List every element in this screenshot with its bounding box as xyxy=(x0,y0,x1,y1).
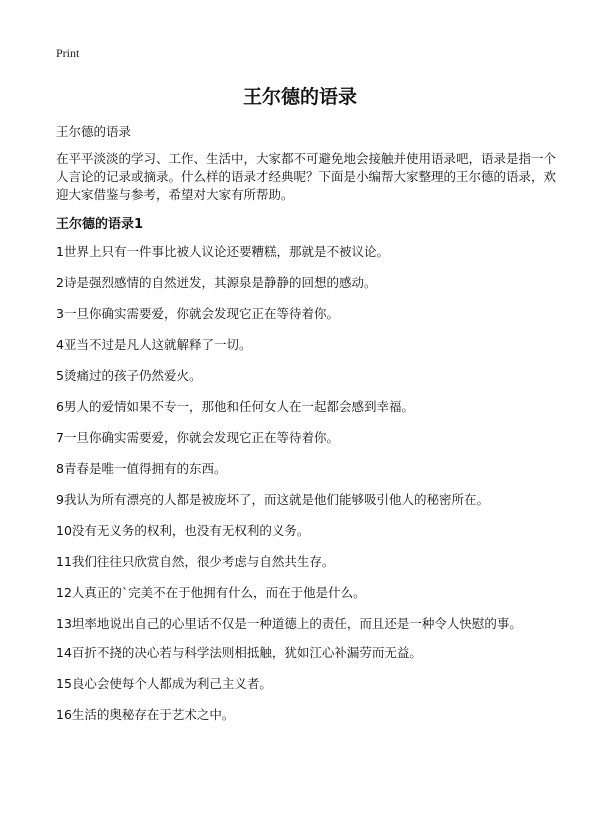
quote-item: 3一旦你确实需要爱，你就会发现它正在等待着你。 xyxy=(56,306,339,321)
quote-item: 2诗是强烈感情的自然迸发，其源泉是静静的回想的感动。 xyxy=(56,275,377,290)
quote-item: 12人真正的`完美不在于他拥有什么，而在于他是什么。 xyxy=(56,585,366,600)
quote-item: 9我认为所有漂亮的人都是被庞坏了，而这就是他们能够吸引他人的秘密所在。 xyxy=(56,492,489,507)
quote-item: 1世界上只有一件事比被人议论还要糟糕，那就是不被议论。 xyxy=(56,244,389,259)
intro-paragraph: 在平平淡淡的学习、工作、生活中，大家都不可避免地会接触并使用语录吧，语录是指一个人言论的记录或摘录。什么样的语录才经典呢？下面是小编帮大家整理的王尔德的语录，欢迎大家借鉴与参考，希望对大家有所帮助。 xyxy=(56,151,557,202)
quote-item: 11我们往往只欣赏自然，很少考虑与自然共生存。 xyxy=(56,554,335,569)
quote-item: 4亚当不过是凡人这就解释了一切。 xyxy=(56,337,252,352)
quote-item: 14百折不挠的决心若与科学法则相抵触，犹如江心补漏劳而无益。 xyxy=(56,645,422,660)
print-link[interactable]: Print xyxy=(56,46,80,60)
article-subtitle: 王尔德的语录 xyxy=(56,124,132,139)
quote-item: 6男人的爱情如果不专一，那他和任何女人在一起都会感到幸福。 xyxy=(56,399,414,414)
quote-item: 10没有无义务的权利，也没有无权利的义务。 xyxy=(56,523,310,538)
page-title: 王尔德的语录 xyxy=(242,86,357,108)
quote-item: 5烫痛过的孩子仍然爱火。 xyxy=(56,368,202,383)
quote-item: 7一旦你确实需要爱，你就会发现它正在等待着你。 xyxy=(56,430,339,445)
quote-item: 15良心会使每个人都成为利己主义者。 xyxy=(56,676,272,691)
quote-list xyxy=(56,243,556,737)
quote-item: 13坦率地说出自己的心里话不仅是一种道德上的责任，而且还是一种令人快慰的事。 xyxy=(56,616,522,631)
section-heading: 王尔德的语录1 xyxy=(56,217,144,232)
quote-item: 16生活的奥秘存在于艺术之中。 xyxy=(56,707,235,722)
quote-item: 8青春是唯一值得拥有的东西。 xyxy=(56,461,227,476)
